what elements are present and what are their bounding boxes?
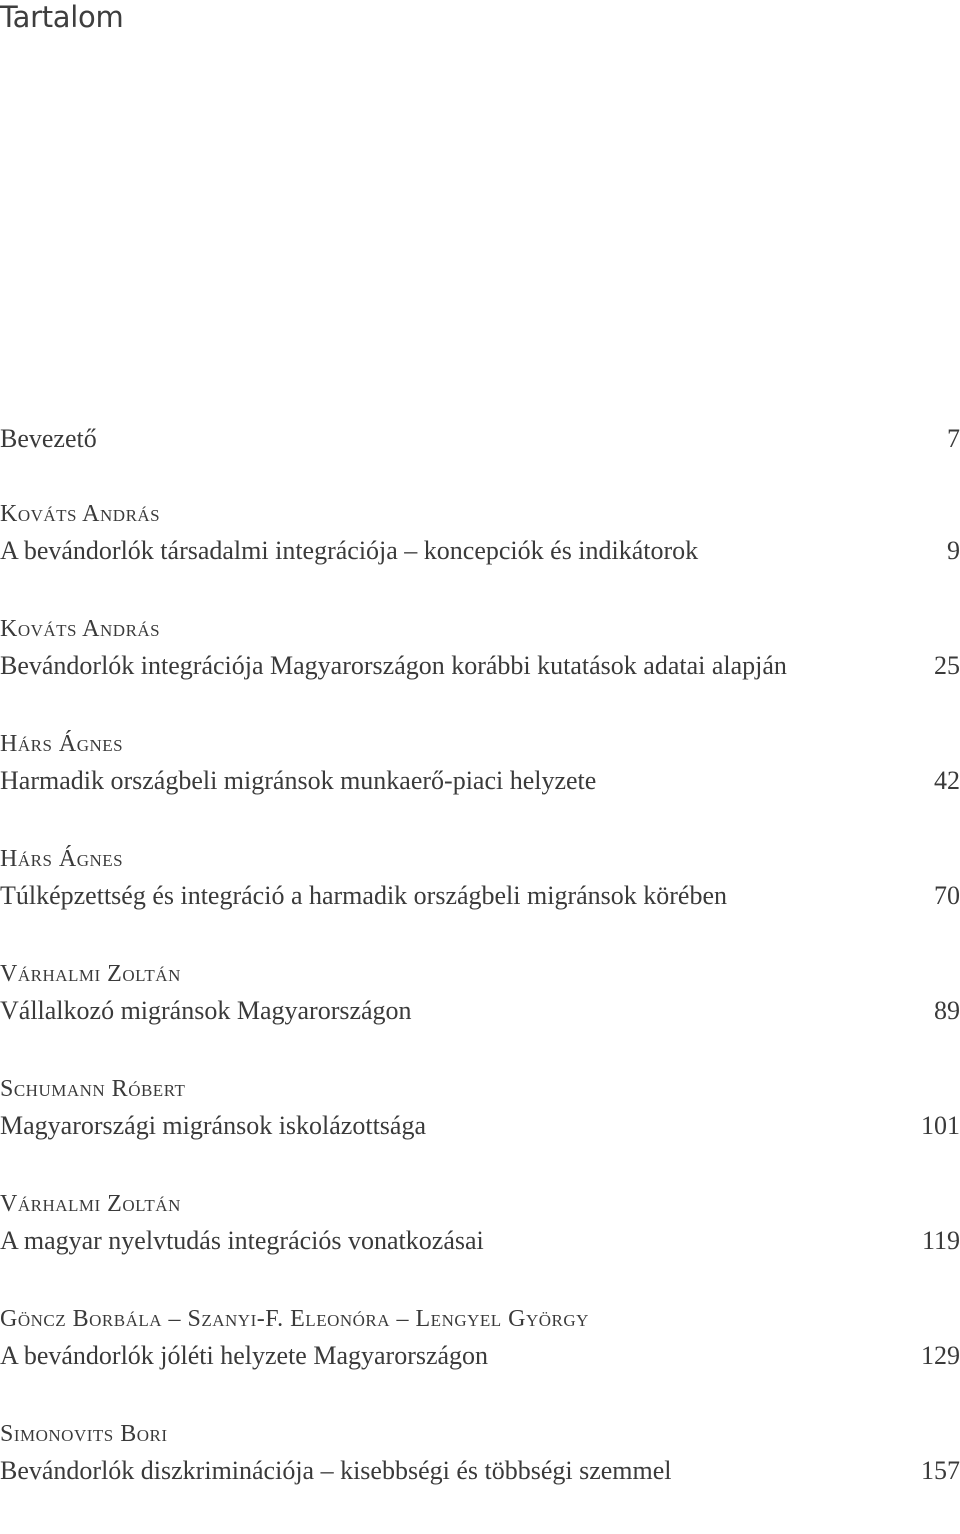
toc-row	[0, 994, 960, 1028]
toc-row	[0, 649, 960, 683]
page-number: 101	[921, 1111, 960, 1140]
chapter-title[interactable]: A magyar nyelvtudás integrációs vonatkozásai	[0, 1226, 484, 1255]
chapter-author: Várhalmi Zoltán	[0, 961, 181, 987]
chapter-title[interactable]: Harmadik országbeli migránsok munkaerő-piaci helyzete	[0, 766, 597, 795]
chapter-title[interactable]: A bevándorlók jóléti helyzete Magyarországon	[0, 1341, 489, 1370]
page-number: 7	[947, 424, 960, 453]
toc-entry[interactable]	[0, 614, 960, 729]
toc-entry[interactable]	[0, 844, 960, 959]
chapter-title[interactable]: Magyarországi migránsok iskolázottsága	[0, 1111, 426, 1140]
table-of-contents	[0, 418, 960, 1534]
chapter-author: Kováts András	[0, 616, 161, 642]
chapter-author: Kováts András	[0, 501, 161, 527]
chapter-author: Várhalmi Zoltán	[0, 1191, 181, 1217]
toc-entry[interactable]	[0, 1419, 960, 1534]
toc-entry[interactable]	[0, 1074, 960, 1189]
chapter-title[interactable]: Bevándorlók diszkriminációja – kisebbségi és többségi szemmel	[0, 1456, 672, 1485]
toc-entry[interactable]	[0, 1189, 960, 1304]
chapter-author: Göncz Borbála – Szanyi-F. Eleonóra – Lengyel György	[0, 1306, 589, 1332]
page-number: 157	[921, 1456, 960, 1485]
chapter-title[interactable]: Bevándorlók integrációja Magyarországon korábbi kutatások adatai alapján	[0, 651, 787, 680]
page-number: 119	[921, 1226, 960, 1255]
toc-row	[0, 1109, 960, 1143]
toc-row	[0, 422, 960, 456]
toc-row	[0, 1339, 960, 1373]
toc-entry[interactable]	[0, 1304, 960, 1419]
page-number: 89	[934, 996, 960, 1025]
toc-row	[0, 1224, 960, 1258]
chapter-title[interactable]: Vállalkozó migránsok Magyarországon	[0, 996, 412, 1025]
page-number: 9	[947, 536, 960, 565]
toc-row	[0, 534, 960, 568]
page-number: 42	[934, 766, 960, 795]
page-number: 129	[921, 1341, 960, 1370]
chapter-author: Schumann Róbert	[0, 1076, 186, 1102]
toc-entry[interactable]	[0, 959, 960, 1074]
chapter-title[interactable]: Bevezető	[0, 424, 97, 453]
page-number: 70	[934, 881, 960, 910]
chapter-author: Simonovits Bori	[0, 1421, 168, 1447]
chapter-author: Hárs Ágnes	[0, 731, 124, 757]
page-number: 25	[934, 651, 960, 680]
toc-row	[0, 879, 960, 913]
toc-row	[0, 764, 960, 798]
page-title: Tartalom	[0, 0, 124, 34]
chapter-title[interactable]: Túlképzettség és integráció a harmadik országbeli migránsok körében	[0, 881, 728, 910]
chapter-author: Hárs Ágnes	[0, 846, 124, 872]
toc-entry[interactable]	[0, 729, 960, 844]
toc-row	[0, 1454, 960, 1488]
toc-entry[interactable]	[0, 418, 960, 499]
chapter-title[interactable]: A bevándorlók társadalmi integrációja – koncepciók és indikátorok	[0, 536, 699, 565]
toc-entry[interactable]	[0, 499, 960, 614]
